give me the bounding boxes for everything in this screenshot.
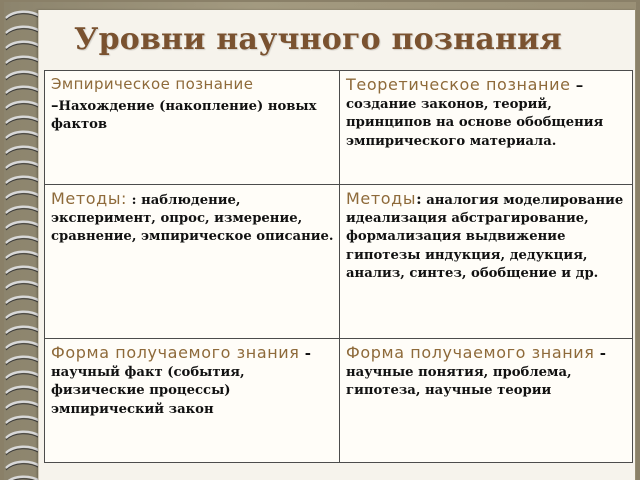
theoretical-term: Теоретическое познание — [346, 75, 571, 94]
cell-theoretical-knowledge-form — [340, 339, 633, 463]
spiral-ring — [6, 117, 40, 123]
spiral-ring — [6, 42, 40, 48]
spiral-ring — [6, 192, 40, 198]
spiral-ring — [6, 72, 40, 78]
spiral-ring — [6, 177, 40, 183]
spiral-ring — [6, 342, 40, 348]
spiral-ring — [6, 267, 40, 273]
spiral-ring — [6, 57, 40, 63]
spiral-ring — [6, 447, 40, 453]
spiral-ring — [6, 252, 40, 258]
comparison-table — [44, 70, 633, 463]
empirical-form-term: Форма получаемого знания — [51, 343, 300, 362]
spiral-ring — [6, 312, 40, 318]
cell-empirical-methods — [45, 185, 340, 339]
theoretical-methods-text: аналогия моделирование идеализация абстрагирование, формализация выдвижение гипотезы индукция, дедукция, анализ, синтез, обобщение и др. — [346, 193, 624, 281]
spiral-ring — [6, 102, 40, 108]
theoretical-form-term: Форма получаемого знания — [346, 343, 595, 362]
cell-empirical-knowledge-form — [45, 339, 340, 463]
spiral-ring — [6, 282, 40, 288]
spiral-ring — [6, 12, 40, 18]
spiral-ring — [6, 387, 40, 393]
cell-empirical-definition — [45, 71, 340, 185]
spiral-ring — [6, 132, 40, 138]
theoretical-form-text: научные понятия, проблема, гипотеза, научные теории — [346, 365, 572, 399]
empirical-form-text: научный факт (события, физические процессы) — [51, 365, 245, 399]
spiral-ring — [6, 162, 40, 168]
spiral-ring — [6, 222, 40, 228]
empirical-methods-term: Методы: — [51, 189, 128, 208]
spiral-ring — [6, 207, 40, 213]
theoretical-definition-text: создание законов, теорий, принципов на основе обобщения эмпирического материала. — [346, 97, 604, 149]
spiral-ring — [6, 237, 40, 243]
spiral-ring — [6, 417, 40, 423]
empirical-form-dash: - — [299, 344, 311, 362]
spiral-ring — [6, 27, 40, 33]
empirical-form-text-2: эмпирический закон — [51, 401, 214, 417]
spiral-ring — [6, 402, 40, 408]
empirical-dash: – — [51, 96, 59, 115]
table-row-definition — [45, 71, 633, 185]
table-row-knowledge-form — [45, 339, 633, 463]
empirical-term: Эмпирическое познание — [51, 75, 254, 93]
spiral-ring — [6, 327, 40, 333]
spiral-ring — [6, 432, 40, 438]
spiral-ring — [6, 357, 40, 363]
empirical-definition-text: Нахождение (накопление) новых фактов — [51, 99, 317, 133]
theoretical-dash: – — [570, 76, 584, 94]
spiral-ring — [6, 462, 40, 468]
spiral-ring — [6, 297, 40, 303]
theoretical-form-dash: - — [594, 344, 606, 362]
table-row-methods — [45, 185, 633, 339]
spiral-ring — [6, 147, 40, 153]
theoretical-methods-term: Методы — [346, 189, 417, 208]
spiral-ring — [6, 87, 40, 93]
cell-theoretical-methods — [340, 185, 633, 339]
spiral-ring — [6, 372, 40, 378]
page-title: Уровни научного познания — [74, 22, 562, 57]
empirical-methods-text: : наблюдение, эксперимент, опрос, измерение, сравнение, эмпирическое описание. — [51, 193, 334, 245]
theoretical-methods-colon: : — [416, 190, 422, 208]
cell-theoretical-definition — [340, 71, 633, 185]
